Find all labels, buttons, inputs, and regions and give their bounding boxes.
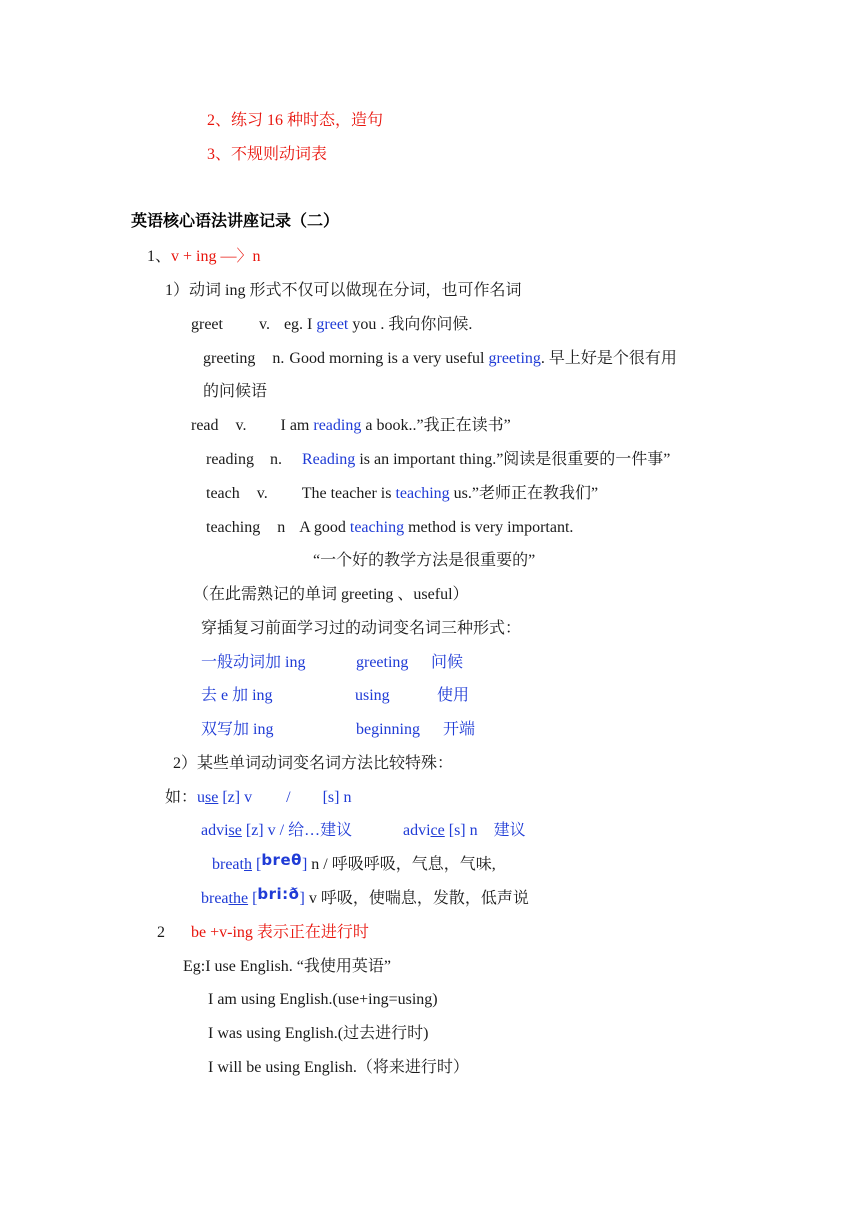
example-reading bbox=[206, 450, 670, 470]
word-part: advi bbox=[201, 822, 229, 839]
word-underline: ce bbox=[430, 822, 445, 839]
example-highlight: teaching bbox=[349, 519, 405, 536]
word-underline: h bbox=[243, 856, 252, 873]
example-text-end: method is very important. bbox=[404, 519, 574, 536]
example-word: teach bbox=[206, 485, 240, 502]
example-highlight: Reading bbox=[301, 451, 356, 468]
word-meaning: 建议 bbox=[493, 822, 526, 839]
phonetic-breath: breθ bbox=[261, 851, 302, 869]
example-text: eg. I bbox=[283, 316, 317, 333]
review-item-3: 3、不规则动词表 bbox=[207, 146, 328, 163]
form-meaning: 开端 bbox=[443, 721, 476, 738]
example-highlight: greeting bbox=[488, 350, 541, 367]
example-greet bbox=[191, 315, 472, 335]
word-tag-n: [s] n bbox=[322, 789, 352, 806]
example-highlight: teaching bbox=[395, 485, 450, 502]
form-meaning: 使用 bbox=[437, 687, 470, 704]
review-note: 穿插复习前面学习过的动词变名词三种形式： bbox=[201, 620, 522, 637]
example-read bbox=[191, 416, 511, 436]
form-rule: 双写加 ing bbox=[201, 721, 274, 738]
point1-sub1: 1）动词 ing 形式不仅可以做现在分词，也可作名词 bbox=[165, 282, 522, 299]
point2-line: I am using English.(use+ing=using) bbox=[208, 991, 438, 1008]
example-text-end: us.”老师正在教我们” bbox=[449, 485, 599, 502]
point2-example-intro: Eg:I use English. “我使用英语” bbox=[183, 958, 391, 975]
example-text: Good morning is a very useful bbox=[289, 350, 489, 367]
special-breathe bbox=[201, 885, 529, 909]
form-rule: 一般动词加 ing bbox=[201, 654, 306, 671]
point2-number: 2 bbox=[157, 924, 165, 941]
bracket-close: ] bbox=[301, 856, 308, 873]
example-text-end: you . 我向你问候. bbox=[348, 316, 473, 333]
example-pos: v. bbox=[235, 417, 247, 434]
example-teaching bbox=[206, 518, 573, 538]
bracket-open: [ bbox=[248, 890, 258, 907]
form-word: beginning bbox=[356, 721, 420, 738]
form-word: using bbox=[355, 687, 390, 704]
point2-heading: be +v-ing 表示正在进行时 bbox=[191, 924, 369, 941]
example-text-end: a book..”我正在读书” bbox=[361, 417, 511, 434]
word-underline: the bbox=[228, 890, 249, 907]
form-word: greeting bbox=[356, 654, 409, 671]
example-word: reading bbox=[206, 451, 254, 468]
word-part: brea bbox=[201, 890, 229, 907]
example-word: teaching bbox=[206, 519, 261, 536]
special-use bbox=[165, 788, 351, 808]
form-rule: 去 e 加 ing bbox=[201, 687, 273, 704]
form-meaning: 问候 bbox=[431, 654, 464, 671]
word-underline: se bbox=[205, 789, 219, 806]
point1-heading bbox=[147, 247, 261, 267]
bracket-open: [ bbox=[251, 856, 262, 873]
point1-title: v + ing —〉n bbox=[171, 248, 261, 265]
bracket-close: ] bbox=[299, 890, 305, 907]
example-text: A good bbox=[299, 519, 350, 536]
example-pos: n bbox=[277, 519, 286, 536]
point1-number: 1、 bbox=[147, 248, 172, 265]
ru-label: 如： bbox=[165, 789, 198, 806]
example-pos: v. bbox=[258, 316, 270, 333]
slash: / bbox=[286, 789, 291, 806]
point2-line: I was using English.(过去进行时) bbox=[208, 1025, 429, 1042]
example-teach bbox=[206, 484, 598, 504]
review-item-2: 2、练习 16 种时态，造句 bbox=[207, 112, 384, 129]
example-pos: n. bbox=[272, 350, 285, 367]
example-greeting-cont: 的问候语 bbox=[203, 383, 268, 400]
example-pos: v. bbox=[256, 485, 268, 502]
word-meaning: n / 呼吸呼吸，气息，气味, bbox=[307, 856, 496, 873]
phonetic-breathe: bri:ð bbox=[257, 885, 300, 903]
example-pos: n. bbox=[269, 451, 282, 468]
example-highlight: reading bbox=[313, 417, 362, 434]
section-title: 英语核心语法讲座记录（二） bbox=[131, 213, 340, 230]
example-highlight: greet bbox=[316, 316, 349, 333]
example-text: I am bbox=[280, 417, 314, 434]
word-part: u bbox=[197, 789, 206, 806]
example-text: The teacher is bbox=[301, 485, 396, 502]
word-tag: [s] n bbox=[444, 822, 478, 839]
example-greeting bbox=[203, 349, 677, 369]
word-meaning: v 呼吸，使喘息，发散，低声说 bbox=[304, 890, 529, 907]
point2-line: I will be using English.（将来进行时） bbox=[208, 1059, 469, 1076]
example-text-end: . 早上好是个很有用 bbox=[540, 350, 677, 367]
example-word: greet bbox=[191, 316, 223, 333]
word-part: advi bbox=[403, 822, 431, 839]
example-teaching-cont: “一个好的教学方法是很重要的” bbox=[313, 552, 536, 569]
word-tag: [z] v bbox=[218, 789, 253, 806]
word-part: breat bbox=[212, 856, 244, 873]
example-word: read bbox=[191, 417, 219, 434]
word-underline: se bbox=[228, 822, 242, 839]
special-advice bbox=[403, 821, 526, 841]
special-advise bbox=[201, 821, 352, 841]
point1-sub2: 2）某些单词动词变名词方法比较特殊： bbox=[173, 755, 454, 772]
memorize-note: （在此需熟记的单词 greeting 、useful） bbox=[193, 586, 469, 603]
word-tag: [z] v / 给…建议 bbox=[241, 822, 353, 839]
example-word: greeting bbox=[203, 350, 256, 367]
example-text-end: is an important thing.”阅读是很重要的一件事” bbox=[355, 451, 671, 468]
special-breath bbox=[212, 851, 496, 875]
